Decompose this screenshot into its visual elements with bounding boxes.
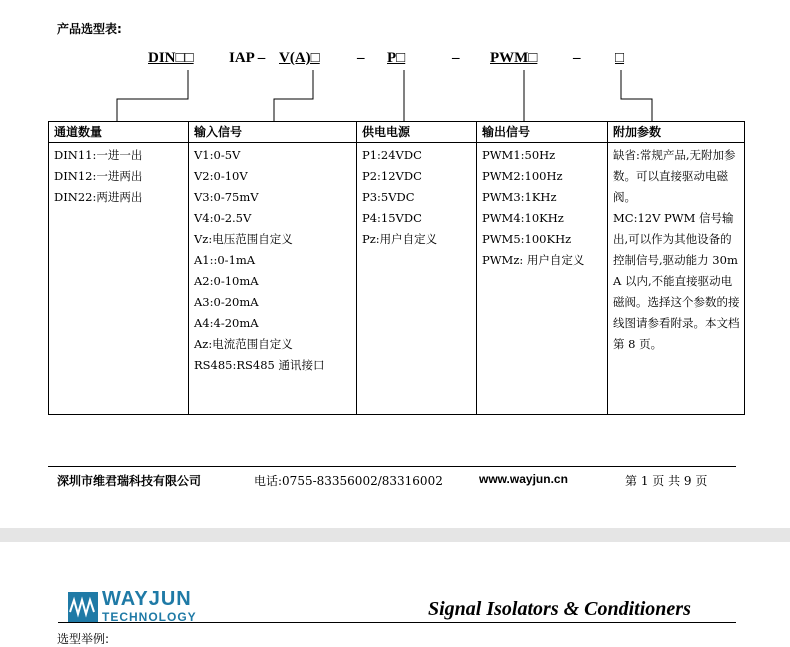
column-header: 输出信号 <box>477 122 608 143</box>
power-cell <box>357 143 477 415</box>
company-logo <box>68 590 228 624</box>
outputs-cell <box>477 143 608 415</box>
model-connector-lines <box>0 0 790 130</box>
model-code-output: PWM□ <box>490 50 538 66</box>
table-cell-line: Az:电流范围自定义 <box>194 337 293 351</box>
table-cell-line: V3:0-75mV <box>194 190 259 204</box>
page-separator <box>0 528 790 542</box>
selection-table-title: 产品选型表: <box>57 22 122 36</box>
extra-cell <box>608 143 745 415</box>
table-cell-line: DIN22:两进两出 <box>54 190 143 204</box>
table-row <box>49 143 745 415</box>
model-code-iap: IAP – <box>229 50 266 66</box>
model-code-power: P□ <box>387 50 406 66</box>
connector-channel <box>117 70 188 121</box>
table-cell-line: A1::0-1mA <box>194 253 256 267</box>
logo-subtext: TECHNOLOGY <box>102 610 197 624</box>
model-code-dash: – <box>452 50 460 66</box>
connector-extra <box>621 70 652 121</box>
logo-text: WAYJUN <box>102 588 192 610</box>
table-cell-paragraph: 缺省:常规产品,无附加参数。可以直接驱动电磁阀。 <box>613 148 736 204</box>
table-cell-line: A4:4-20mA <box>194 316 259 330</box>
table-cell-line: A2:0-10mA <box>194 274 259 288</box>
table-cell-line: V4:0-2.5V <box>194 211 252 225</box>
table-cell-line: V2:0-10V <box>194 169 248 183</box>
table-cell-line: A3:0-20mA <box>194 295 259 309</box>
table-cell-line: PWM1:50Hz <box>482 148 556 162</box>
model-code-input: V(A)□ <box>279 50 320 66</box>
table-cell-paragraph: MC:12V PWM 信号输出,可以作为其他设备的控制信号,驱动能力 30mA 以内,不能直接驱动电磁阀。选择这个参数的接线图请参看附录。本文档第 8 页。 <box>613 211 740 351</box>
footer-phone: 电话:0755-83356002/83316002 <box>254 474 443 488</box>
table-cell-line: RS485:RS485 通讯接口 <box>194 358 325 372</box>
column-header: 附加参数 <box>608 122 745 143</box>
document-page-2 <box>0 542 790 646</box>
footer-page-number: 第 1 页 共 9 页 <box>625 474 708 488</box>
table-cell-line: DIN12:一进两出 <box>54 169 143 183</box>
footer-company: 深圳市维君瑞科技有限公司 <box>57 474 202 488</box>
footer-divider <box>48 466 736 467</box>
table-cell-line: DIN11:一进一出 <box>54 148 143 162</box>
connector-input <box>274 70 313 121</box>
table-header-row <box>49 122 745 143</box>
table-cell-line: V1:0-5V <box>194 148 241 162</box>
channels-cell <box>49 143 189 415</box>
column-header: 输入信号 <box>189 122 357 143</box>
table-cell-line: P4:15VDC <box>362 211 422 225</box>
table-cell-line: PWMz: 用户自定义 <box>482 253 585 267</box>
table-cell-line: PWM5:100KHz <box>482 232 572 246</box>
table-cell-line: Pz:用户自定义 <box>362 232 438 246</box>
model-code-din: DIN□□ <box>148 50 194 66</box>
model-code-dash: – <box>357 50 365 66</box>
example-heading: 选型举例: <box>57 632 110 646</box>
model-code-extra: □ <box>615 50 625 66</box>
column-header: 通道数量 <box>49 122 189 143</box>
table-cell-line: Vz:电压范围自定义 <box>194 232 293 246</box>
header-divider <box>58 622 736 623</box>
column-header: 供电电源 <box>357 122 477 143</box>
model-code-dash: – <box>573 50 581 66</box>
footer-website: www.wayjun.cn <box>479 472 568 486</box>
logo-wave-icon <box>68 592 98 622</box>
table-cell-line: PWM4:10KHz <box>482 211 564 225</box>
table-cell-line: P3:5VDC <box>362 190 415 204</box>
table-cell-line: P2:12VDC <box>362 169 422 183</box>
table-cell-line: PWM3:1KHz <box>482 190 557 204</box>
inputs-cell <box>189 143 357 415</box>
table-cell-line: PWM2:100Hz <box>482 169 563 183</box>
header-title: Signal Isolators & Conditioners <box>428 598 691 620</box>
selection-table <box>48 121 745 415</box>
table-cell-line: P1:24VDC <box>362 148 422 162</box>
